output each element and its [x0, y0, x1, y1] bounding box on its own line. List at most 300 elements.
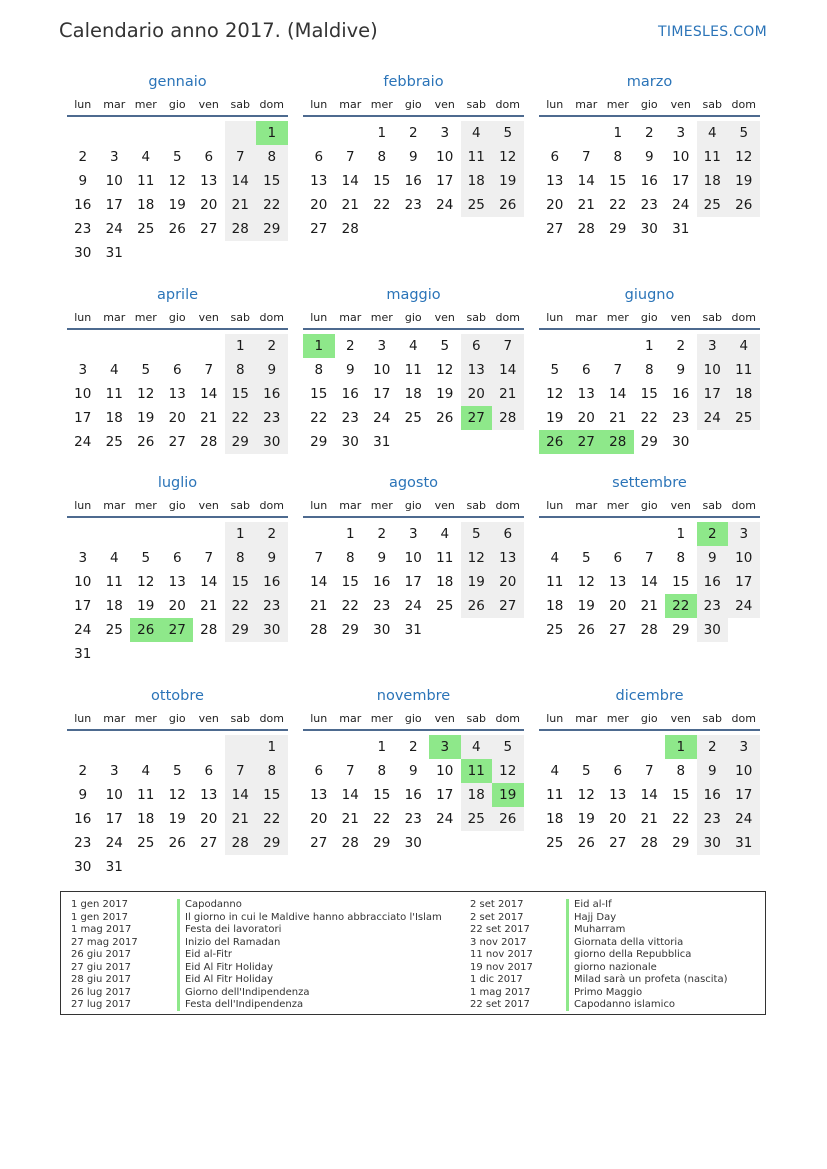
legend-name: Giorno dell'Indipendenza	[185, 986, 310, 998]
day-cell: 30	[697, 618, 729, 642]
day-grid	[67, 121, 288, 265]
month-name: ottobre	[151, 688, 204, 704]
empty-day-cell	[429, 831, 461, 855]
legend-date: 26 giu 2017	[71, 949, 131, 960]
month-aprile	[67, 285, 288, 454]
legend-date: 27 lug 2017	[71, 999, 131, 1010]
month-febbraio	[303, 72, 524, 241]
empty-day-cell	[162, 334, 194, 358]
day-cell: 4	[461, 735, 493, 759]
day-cell: 11	[137, 787, 155, 803]
day-cell: 23	[697, 594, 729, 618]
empty-day-cell	[571, 735, 603, 759]
day-cell: 2	[78, 763, 88, 779]
holiday-day-cell: 11	[461, 759, 493, 783]
day-cell: 17	[672, 173, 690, 189]
day-cell: 15	[672, 574, 690, 590]
month-dicembre	[539, 686, 760, 855]
day-cell: 11	[728, 358, 760, 382]
day-cell: 5	[141, 362, 151, 378]
day-cell: 25	[105, 622, 123, 638]
day-cell: 27	[310, 221, 328, 237]
day-cell: 2	[644, 125, 654, 141]
empty-day-cell	[67, 735, 99, 759]
day-cell: 28	[640, 622, 658, 638]
weekday-label: mer	[370, 311, 393, 324]
day-cell: 29	[256, 831, 288, 855]
weekday-label: sab	[230, 311, 250, 324]
legend-date: 19 nov 2017	[470, 961, 533, 973]
day-cell: 9	[644, 149, 654, 165]
day-cell: 15	[373, 787, 391, 803]
day-cell: 25	[137, 221, 155, 237]
weekday-label: sab	[466, 311, 486, 324]
legend-date: 1 mag 2017	[71, 924, 132, 935]
day-cell: 20	[609, 811, 627, 827]
holiday-day-cell: 28	[602, 430, 634, 454]
holiday-day-cell: 26	[130, 618, 162, 642]
weekday-label: dom	[731, 712, 756, 725]
day-cell: 18	[105, 598, 123, 614]
weekday-label: mar	[575, 499, 598, 512]
weekday-label: mer	[134, 311, 157, 324]
weekday-label: sab	[702, 499, 722, 512]
day-cell: 4	[440, 526, 450, 542]
empty-day-cell	[728, 430, 760, 454]
day-cell: 16	[404, 173, 422, 189]
day-cell: 9	[345, 362, 355, 378]
day-cell: 28	[492, 406, 524, 430]
day-cell: 23	[341, 410, 359, 426]
day-cell: 12	[492, 145, 524, 169]
day-cell: 3	[676, 125, 686, 141]
day-cell: 14	[225, 783, 257, 807]
page-title: Calendario anno 2017. (Maldive)	[59, 19, 378, 42]
weekday-label: mer	[606, 499, 629, 512]
day-cell: 14	[640, 574, 658, 590]
weekday-label: lun	[74, 712, 92, 725]
day-cell: 1	[676, 526, 686, 542]
legend-right-names	[574, 899, 728, 1012]
month-name: gennaio	[148, 74, 207, 90]
day-cell: 28	[225, 217, 257, 241]
day-cell: 30	[74, 859, 92, 875]
legend-date: 11 nov 2017	[470, 949, 533, 960]
day-cell: 9	[256, 358, 288, 382]
weekday-label: mer	[606, 712, 629, 725]
day-cell: 28	[341, 835, 359, 851]
day-cell: 11	[436, 550, 454, 566]
weekday-label: mar	[575, 712, 598, 725]
day-cell: 17	[728, 783, 760, 807]
empty-day-cell	[162, 642, 194, 666]
empty-day-cell	[99, 522, 131, 546]
day-cell: 29	[672, 622, 690, 638]
day-cell: 13	[546, 173, 564, 189]
day-cell: 27	[492, 594, 524, 618]
day-cell: 11	[404, 362, 422, 378]
day-cell: 10	[436, 149, 454, 165]
day-grid	[303, 522, 524, 642]
day-cell: 22	[256, 193, 288, 217]
legend-name: Milad sarà un profeta (nascita)	[574, 974, 728, 985]
legend-name: Capodanno islamico	[574, 999, 676, 1010]
day-cell: 21	[577, 197, 595, 213]
empty-day-cell	[571, 334, 603, 358]
day-cell: 22	[373, 811, 391, 827]
day-cell: 9	[697, 759, 729, 783]
empty-day-cell	[130, 522, 162, 546]
day-cell: 12	[168, 173, 186, 189]
day-cell: 5	[461, 522, 493, 546]
month-settembre	[539, 473, 760, 642]
day-cell: 7	[204, 550, 214, 566]
day-cell: 5	[492, 735, 524, 759]
day-cell: 22	[225, 406, 257, 430]
weekday-label: mar	[103, 98, 126, 111]
month-name: novembre	[376, 688, 451, 704]
day-cell: 15	[640, 386, 658, 402]
day-cell: 13	[310, 173, 328, 189]
empty-day-cell	[99, 334, 131, 358]
day-cell: 29	[672, 835, 690, 851]
day-cell: 16	[404, 787, 422, 803]
day-cell: 14	[609, 386, 627, 402]
legend-name: Inizio del Ramadan	[185, 936, 281, 948]
day-cell: 16	[697, 570, 729, 594]
day-cell: 16	[74, 197, 92, 213]
day-cell: 21	[492, 382, 524, 406]
day-cell: 2	[256, 522, 288, 546]
empty-day-cell	[162, 121, 194, 145]
day-cell: 23	[74, 221, 92, 237]
holiday-day-cell: 26	[539, 430, 571, 454]
month-giugno	[539, 285, 760, 454]
weekday-label: mer	[606, 311, 629, 324]
day-cell: 2	[377, 526, 387, 542]
weekday-label: dom	[731, 499, 756, 512]
day-cell: 25	[137, 835, 155, 851]
day-cell: 29	[225, 430, 257, 454]
empty-day-cell	[130, 241, 162, 265]
day-cell: 19	[168, 811, 186, 827]
weekday-label: mer	[370, 499, 393, 512]
weekday-header	[539, 711, 760, 731]
legend-date: 22 set 2017	[470, 924, 530, 935]
day-cell: 26	[168, 835, 186, 851]
day-cell: 23	[404, 197, 422, 213]
empty-day-cell	[193, 735, 225, 759]
weekday-label: mer	[370, 712, 393, 725]
day-cell: 3	[78, 362, 88, 378]
empty-day-cell	[225, 735, 257, 759]
day-cell: 16	[256, 382, 288, 406]
day-cell: 27	[200, 221, 218, 237]
empty-day-cell	[634, 522, 666, 546]
day-cell: 14	[310, 574, 328, 590]
weekday-label: mer	[134, 499, 157, 512]
month-novembre	[303, 686, 524, 855]
day-cell: 8	[676, 763, 686, 779]
legend-name: Capodanno	[185, 899, 242, 910]
empty-day-cell	[130, 735, 162, 759]
day-cell: 8	[644, 362, 654, 378]
day-cell: 18	[436, 574, 454, 590]
day-cell: 24	[436, 811, 454, 827]
day-cell: 24	[105, 835, 123, 851]
legend-name: Primo Maggio	[574, 986, 643, 998]
day-cell: 30	[341, 434, 359, 450]
day-cell: 23	[373, 598, 391, 614]
day-cell: 12	[492, 759, 524, 783]
day-cell: 3	[377, 338, 387, 354]
day-cell: 19	[492, 169, 524, 193]
day-cell: 4	[141, 763, 151, 779]
empty-day-cell	[602, 334, 634, 358]
day-cell: 14	[200, 574, 218, 590]
weekday-label: lun	[74, 98, 92, 111]
day-cell: 4	[550, 763, 560, 779]
day-cell: 17	[436, 173, 454, 189]
day-cell: 10	[728, 546, 760, 570]
day-cell: 26	[436, 410, 454, 426]
day-cell: 18	[404, 386, 422, 402]
empty-day-cell	[461, 618, 493, 642]
weekday-label: sab	[702, 712, 722, 725]
day-cell: 7	[613, 362, 623, 378]
empty-day-cell	[193, 522, 225, 546]
day-cell: 17	[105, 811, 123, 827]
empty-day-cell	[634, 735, 666, 759]
day-cell: 17	[74, 410, 92, 426]
day-cell: 16	[697, 783, 729, 807]
empty-day-cell	[225, 121, 257, 145]
day-cell: 15	[609, 173, 627, 189]
day-cell: 9	[408, 149, 418, 165]
day-cell: 21	[200, 410, 218, 426]
weekday-label: mar	[339, 98, 362, 111]
day-cell: 3	[728, 735, 760, 759]
weekday-label: dom	[259, 311, 284, 324]
day-cell: 25	[436, 598, 454, 614]
day-cell: 5	[172, 149, 182, 165]
day-cell: 4	[141, 149, 151, 165]
empty-day-cell	[492, 618, 524, 642]
day-cell: 5	[550, 362, 560, 378]
day-cell: 9	[78, 787, 88, 803]
day-cell: 13	[609, 787, 627, 803]
legend-date: 27 mag 2017	[71, 936, 138, 948]
weekday-label: lun	[74, 311, 92, 324]
legend-name: Giornata della vittoria	[574, 936, 684, 948]
empty-day-cell	[539, 522, 571, 546]
day-cell: 16	[341, 386, 359, 402]
day-cell: 4	[697, 121, 729, 145]
day-cell: 25	[546, 622, 564, 638]
day-cell: 11	[105, 574, 123, 590]
day-grid	[539, 121, 760, 241]
legend-right-dates	[470, 899, 533, 1012]
day-cell: 31	[105, 245, 123, 261]
day-cell: 20	[609, 598, 627, 614]
empty-day-cell	[130, 121, 162, 145]
empty-day-cell	[492, 217, 524, 241]
month-ottobre	[67, 686, 288, 879]
day-cell: 31	[728, 831, 760, 855]
day-cell: 27	[609, 835, 627, 851]
day-cell: 7	[345, 149, 355, 165]
day-cell: 6	[204, 149, 214, 165]
day-cell: 13	[168, 386, 186, 402]
month-name: giugno	[624, 287, 675, 303]
day-cell: 6	[550, 149, 560, 165]
weekday-label: ven	[198, 98, 219, 111]
day-cell: 1	[225, 522, 257, 546]
day-cell: 17	[436, 787, 454, 803]
day-cell: 18	[546, 811, 564, 827]
day-cell: 5	[581, 763, 591, 779]
day-cell: 13	[577, 386, 595, 402]
weekday-label: gio	[168, 712, 186, 725]
day-cell: 28	[310, 622, 328, 638]
day-cell: 24	[672, 197, 690, 213]
day-cell: 7	[204, 362, 214, 378]
day-cell: 19	[728, 169, 760, 193]
day-cell: 13	[461, 358, 493, 382]
day-cell: 26	[492, 807, 524, 831]
empty-day-cell	[67, 522, 99, 546]
day-cell: 15	[225, 570, 257, 594]
day-cell: 11	[105, 386, 123, 402]
weekday-label: sab	[230, 712, 250, 725]
day-cell: 20	[492, 570, 524, 594]
day-cell: 29	[341, 622, 359, 638]
day-cell: 4	[550, 550, 560, 566]
weekday-label: gio	[404, 712, 422, 725]
weekday-label: gio	[168, 311, 186, 324]
weekday-label: ven	[434, 311, 455, 324]
day-cell: 4	[109, 550, 119, 566]
day-cell: 9	[408, 763, 418, 779]
day-cell: 17	[728, 570, 760, 594]
day-cell: 5	[492, 121, 524, 145]
weekday-label: dom	[495, 712, 520, 725]
day-cell: 20	[310, 811, 328, 827]
brand-link[interactable]: TIMESLES.COM	[658, 24, 767, 40]
day-cell: 23	[404, 811, 422, 827]
day-cell: 11	[137, 173, 155, 189]
empty-day-cell	[67, 121, 99, 145]
day-cell: 25	[546, 835, 564, 851]
month-name: aprile	[156, 287, 199, 303]
day-cell: 19	[436, 386, 454, 402]
day-cell: 15	[672, 787, 690, 803]
day-cell: 11	[697, 145, 729, 169]
day-cell: 2	[697, 735, 729, 759]
day-cell: 22	[609, 197, 627, 213]
weekday-label: dom	[259, 499, 284, 512]
weekday-label: sab	[702, 98, 722, 111]
day-cell: 6	[314, 763, 324, 779]
day-cell: 15	[256, 169, 288, 193]
day-cell: 26	[492, 193, 524, 217]
empty-day-cell	[225, 855, 257, 879]
day-cell: 9	[78, 173, 88, 189]
legend-left-bar	[177, 899, 180, 1011]
empty-day-cell	[539, 735, 571, 759]
weekday-label: mar	[339, 499, 362, 512]
day-cell: 21	[310, 598, 328, 614]
day-cell: 30	[256, 618, 288, 642]
day-cell: 20	[200, 811, 218, 827]
day-cell: 3	[697, 334, 729, 358]
day-cell: 5	[440, 338, 450, 354]
day-cell: 12	[137, 574, 155, 590]
day-cell: 1	[613, 125, 623, 141]
day-cell: 27	[546, 221, 564, 237]
day-cell: 8	[256, 759, 288, 783]
day-cell: 28	[200, 622, 218, 638]
empty-day-cell	[398, 430, 430, 454]
weekday-label: sab	[230, 499, 250, 512]
day-cell: 30	[640, 221, 658, 237]
day-cell: 26	[577, 835, 595, 851]
day-cell: 27	[168, 434, 186, 450]
day-cell: 10	[404, 550, 422, 566]
day-cell: 19	[137, 598, 155, 614]
weekday-label: mar	[103, 712, 126, 725]
day-cell: 16	[74, 811, 92, 827]
empty-day-cell	[539, 334, 571, 358]
month-luglio	[67, 473, 288, 666]
day-cell: 31	[404, 622, 422, 638]
day-cell: 25	[461, 807, 493, 831]
day-cell: 14	[225, 169, 257, 193]
day-cell: 24	[728, 807, 760, 831]
holiday-day-cell: 1	[256, 121, 288, 145]
weekday-header	[303, 310, 524, 330]
day-cell: 3	[78, 550, 88, 566]
day-cell: 25	[404, 410, 422, 426]
legend-date: 1 gen 2017	[71, 911, 129, 923]
weekday-label: dom	[495, 98, 520, 111]
weekday-label: mar	[103, 311, 126, 324]
empty-day-cell	[366, 217, 398, 241]
day-cell: 27	[310, 835, 328, 851]
day-cell: 18	[105, 410, 123, 426]
weekday-label: dom	[731, 311, 756, 324]
day-cell: 10	[436, 763, 454, 779]
weekday-label: lun	[546, 712, 564, 725]
day-cell: 28	[200, 434, 218, 450]
day-cell: 26	[137, 434, 155, 450]
legend-name: Eid al-If	[574, 899, 612, 910]
empty-day-cell	[303, 121, 335, 145]
day-cell: 13	[168, 574, 186, 590]
legend-name: Eid al-Fitr	[185, 949, 232, 960]
empty-day-cell	[130, 642, 162, 666]
empty-day-cell	[602, 735, 634, 759]
day-cell: 12	[461, 546, 493, 570]
empty-day-cell	[492, 430, 524, 454]
day-grid	[67, 735, 288, 879]
day-cell: 19	[168, 197, 186, 213]
empty-day-cell	[728, 618, 760, 642]
legend-name: giorno nazionale	[574, 961, 657, 973]
day-cell: 23	[256, 406, 288, 430]
empty-day-cell	[162, 522, 194, 546]
day-cell: 15	[256, 783, 288, 807]
